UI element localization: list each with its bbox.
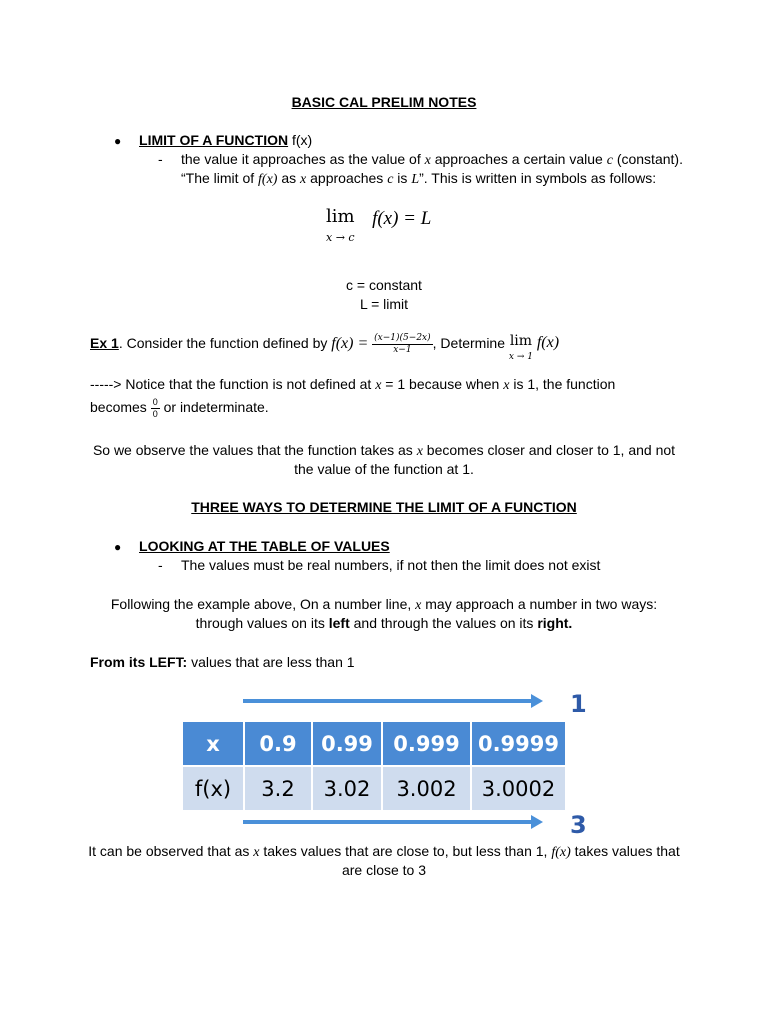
table-cell: 3.002 [382,766,471,811]
table-row [182,766,566,811]
conclusion-line-1 [0,843,768,861]
values-table [181,720,567,812]
table-cell: f(x) [182,766,244,811]
text-span: is 1, the function [509,376,616,392]
text-span: approaches [306,170,388,186]
observe-line-1 [0,442,768,460]
page-title: BASIC CAL PRELIM NOTES [291,94,477,110]
limit-formula [326,208,431,243]
notice-line-2 [90,398,269,419]
arrow-bottom-label: 3 [570,811,587,839]
table-cell: 0.9 [244,721,312,766]
table-header-row [182,721,566,766]
text-span: “The limit of [181,170,259,186]
dash-marker: - [158,557,163,573]
table-cell: 0.99 [312,721,382,766]
fx-eq: f(x) = [331,335,369,353]
text-span: becomes closer and closer to 1, and not [422,442,676,458]
var-x: x [253,845,260,860]
table-cell: 0.9999 [471,721,566,766]
definition-line-1 [181,151,683,169]
var-x: x [300,172,307,187]
from-left-label: From its LEFT: [90,654,188,670]
table-cell: x [182,721,244,766]
var-fx: f(x) [258,172,278,187]
following-line-1 [0,596,768,614]
lim-operator [509,334,533,362]
notice-line-1 [90,376,615,394]
var-x: x [416,444,423,459]
var-c: c [387,172,394,187]
text-span: is [393,170,412,186]
text-span: It can be observed that as [88,843,254,859]
def-L: L = limit [359,296,409,312]
var-x: x [375,378,382,393]
lim-text: lim [509,333,533,349]
zero-over-zero [151,398,160,419]
text-span: as [277,170,301,186]
table-cell: 3.2 [244,766,312,811]
text-span: values that are less than 1 [187,654,355,670]
var-L: L [411,172,420,187]
fraction [372,334,432,355]
three-ways-heading: THREE WAYS TO DETERMINE THE LIMIT OF A FUNCTION [191,499,577,515]
observe-line-2: the value of the function at 1. [294,461,474,477]
var-fx: f(x) [551,845,571,860]
def-c: c = constant [346,277,422,293]
text-span: or indeterminate. [163,399,269,416]
text-span: = 1 because when [381,376,504,392]
text-span: Following the example above, On a number line, [110,596,416,612]
text-span: through values on its [195,615,329,631]
text-span: takes values that are close to, but less than 1, [259,843,552,859]
conclusion-line-2: are close to 3 [341,862,427,878]
following-line-2 [0,615,768,631]
arrow-top-line [243,699,533,703]
fraction-numerator: 0 [152,397,158,407]
lim-subscript: x → 1 [508,352,533,362]
arrow-bottom-line [243,820,533,824]
example-1 [90,334,559,362]
table-cell: 3.02 [312,766,382,811]
text-span: becomes [90,399,151,416]
text-span: approaches a certain value [430,151,607,167]
text-span: and through the values on its [349,615,538,631]
from-left-line [90,654,355,670]
text-span: -----> Notice that the function is not defined at [90,376,376,392]
var-x: x [415,598,422,613]
lim-subscript: x → c [326,231,355,244]
var-x: x [424,153,431,168]
dash-marker: - [158,151,163,167]
text-span: , Determine [432,335,509,352]
limit-heading: LIMIT OF A FUNCTION [139,132,289,148]
fraction-denominator: 0 [152,409,158,419]
text-span: . Consider the function defined by [118,335,332,352]
var-c: c [606,153,613,168]
example-label: Ex 1 [90,335,119,352]
left-word: left [328,615,350,631]
table-heading: LOOKING AT THE TABLE OF VALUES [139,538,390,554]
text-span: takes values that [570,843,680,859]
limit-heading-suffix: f(x) [291,132,313,148]
arrow-right-icon [531,694,543,708]
table-cell: 0.999 [382,721,471,766]
formula-body: f(x) = L [372,208,432,229]
definition-line-2 [181,170,656,188]
section-heading-limit [114,132,312,148]
fraction-denominator: x−1 [393,345,412,355]
right-word: right. [537,615,573,631]
text-span: So we observe the values that the function takes as [92,442,417,458]
lim-body: f(x) [536,334,560,351]
text-span: ”. This is written in symbols as follows: [419,170,657,186]
arrow-right-icon [531,815,543,829]
var-x: x [503,378,510,393]
lim-operator [326,208,355,243]
bullet-icon: ● [114,134,122,148]
text-span: may approach a number in two ways: [421,596,658,612]
section-heading-table [114,538,390,554]
text-span: (constant). [612,151,683,167]
arrow-top-label: 1 [570,690,587,718]
text-span: the value it approaches as the value of [181,151,425,167]
lim-text: lim [326,206,355,227]
section2-line: The values must be real numbers, if not then the limit does not exist [181,557,601,573]
table-cell: 3.0002 [471,766,566,811]
bullet-icon: ● [114,540,122,554]
fraction-numerator: (x−1)(5−2x) [374,333,431,343]
